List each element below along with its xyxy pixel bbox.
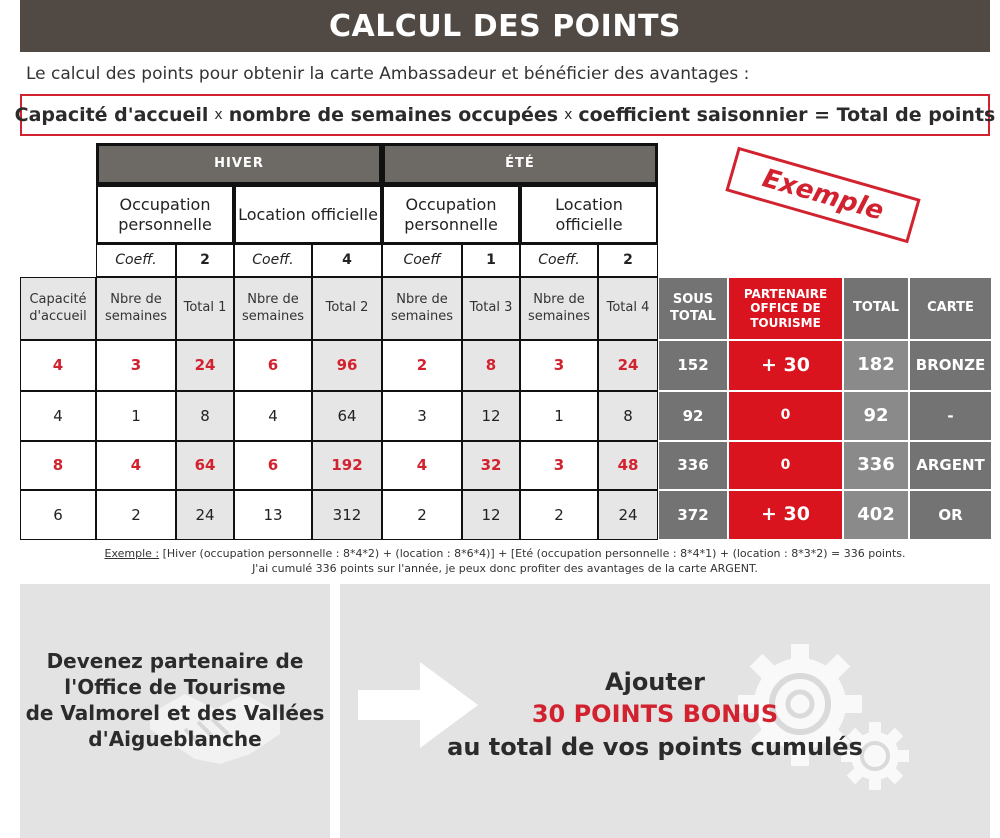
example-note — [20, 546, 990, 577]
formula-multiply-2: x — [564, 107, 573, 123]
carte-cell: - — [909, 391, 992, 441]
table-cell: 192 — [312, 441, 382, 490]
partner-panel — [20, 584, 330, 838]
table-cell: 4 — [20, 391, 96, 441]
table-cell: 24 — [598, 340, 658, 391]
table-cell: 12 — [462, 490, 520, 540]
formula-part-semaines: nombre de semaines occupées — [228, 104, 559, 126]
coeff-label-4: Coeff. — [520, 244, 598, 277]
bonus-panel — [340, 584, 990, 838]
coeff-value-1: 2 — [176, 244, 234, 277]
total-cell: 402 — [843, 490, 909, 540]
subheader-loc-off-2: Location officielle — [234, 185, 382, 244]
table-cell: 3 — [520, 340, 598, 391]
table-cell: 2 — [96, 490, 176, 540]
carte-cell: BRONZE — [909, 340, 992, 391]
partenaire-cell: 0 — [728, 441, 843, 490]
table-cell: 96 — [312, 340, 382, 391]
table-cell: 8 — [462, 340, 520, 391]
coeff-value-2: 4 — [312, 244, 382, 277]
table-cell: 8 — [176, 391, 234, 441]
sous-total-cell: 372 — [658, 490, 728, 540]
partner-line-2: l'Office de Tourisme — [64, 675, 286, 699]
column-header-9: Total 4 — [598, 277, 658, 340]
partenaire-cell: + 30 — [728, 490, 843, 540]
note-line1: [Hiver (occupation personnelle : 8*4*2) + (location : 8*6*4)] + [Eté (occupation personnelle : 8*4*1) + (location : 8*3*2) = 336 points. — [159, 547, 906, 560]
bonus-line-2: 30 POINTS BONUS — [531, 700, 779, 729]
header-ete: ÉTÉ — [382, 143, 658, 185]
table-cell: 3 — [96, 340, 176, 391]
subheader-loc-off-4: Location officielle — [520, 185, 658, 244]
carte-cell: OR — [909, 490, 992, 540]
table-cell: 4 — [234, 391, 312, 441]
page-title: CALCUL DES POINTS — [20, 0, 990, 52]
intro-text: Le calcul des points pour obtenir la carte Ambassadeur et bénéficier des avantages : — [26, 64, 750, 84]
formula-box — [14, 94, 996, 136]
table-cell: 64 — [312, 391, 382, 441]
sous-total-cell: 336 — [658, 441, 728, 490]
table-cell: 1 — [520, 391, 598, 441]
table-cell: 8 — [598, 391, 658, 441]
table-cell: 4 — [20, 340, 96, 391]
column-header-total: TOTAL — [843, 277, 909, 340]
column-header-1: Capacité d'accueil — [20, 277, 96, 340]
partenaire-cell: 0 — [728, 391, 843, 441]
table-cell: 1 — [96, 391, 176, 441]
column-header-5: Total 2 — [312, 277, 382, 340]
coeff-label-3: Coeff — [382, 244, 462, 277]
partner-text — [20, 648, 330, 752]
formula-multiply-1: x — [214, 107, 223, 123]
sous-total-cell: 152 — [658, 340, 728, 391]
bonus-line-3: au total de vos points cumulés — [447, 732, 863, 761]
formula-part-capacite: Capacité d'accueil — [14, 104, 209, 126]
table-cell: 24 — [598, 490, 658, 540]
note-label: Exemple : — [104, 547, 160, 560]
total-cell: 336 — [843, 441, 909, 490]
table-cell: 2 — [382, 490, 462, 540]
table-cell: 312 — [312, 490, 382, 540]
coeff-label-1: Coeff. — [96, 244, 176, 277]
partner-line-1: Devenez partenaire de — [46, 649, 304, 673]
bonus-line-1: Ajouter — [605, 668, 705, 696]
partner-line-3: de Valmorel et des Vallées — [25, 701, 325, 725]
coeff-label-2: Coeff. — [234, 244, 312, 277]
partenaire-cell: + 30 — [728, 340, 843, 391]
total-cell: 182 — [843, 340, 909, 391]
table-cell: 3 — [520, 441, 598, 490]
column-header-8: Nbre de semaines — [520, 277, 598, 340]
table-cell: 8 — [20, 441, 96, 490]
carte-cell: ARGENT — [909, 441, 992, 490]
subheader-occ-perso-3: Occupation personnelle — [382, 185, 520, 244]
column-header-6: Nbre de semaines — [382, 277, 462, 340]
table-cell: 6 — [20, 490, 96, 540]
table-cell: 13 — [234, 490, 312, 540]
table-cell: 24 — [176, 490, 234, 540]
table-cell: 6 — [234, 340, 312, 391]
column-header-carte: CARTE — [909, 277, 992, 340]
formula-part-coefficient: coefficient saisonnier = Total de points — [578, 104, 996, 126]
table-cell: 2 — [520, 490, 598, 540]
table-cell: 4 — [96, 441, 176, 490]
coeff-value-4: 2 — [598, 244, 658, 277]
partner-line-4: d'Aigueblanche — [88, 727, 262, 751]
table-cell: 64 — [176, 441, 234, 490]
column-header-4: Nbre de semaines — [234, 277, 312, 340]
coeff-value-3: 1 — [462, 244, 520, 277]
total-cell: 92 — [843, 391, 909, 441]
bonus-text — [440, 666, 870, 763]
table-cell: 12 — [462, 391, 520, 441]
table-cell: 6 — [234, 441, 312, 490]
column-header-7: Total 3 — [462, 277, 520, 340]
table-cell: 32 — [462, 441, 520, 490]
table-cell: 3 — [382, 391, 462, 441]
note-line2: J'ai cumulé 336 points sur l'année, je peux donc profiter des avantages de la carte ARGENT. — [252, 562, 758, 576]
column-header-partenaire: PARTENAIRE OFFICE DE TOURISME — [728, 277, 843, 340]
column-header-sous-total: SOUS TOTAL — [658, 277, 728, 340]
table-cell: 48 — [598, 441, 658, 490]
table-cell: 2 — [382, 340, 462, 391]
sous-total-cell: 92 — [658, 391, 728, 441]
header-hiver: HIVER — [96, 143, 382, 185]
table-cell: 24 — [176, 340, 234, 391]
column-header-3: Total 1 — [176, 277, 234, 340]
table-cell: 4 — [382, 441, 462, 490]
subheader-occ-perso-1: Occupation personnelle — [96, 185, 234, 244]
exemple-stamp: Exemple — [725, 147, 920, 244]
column-header-2: Nbre de semaines — [96, 277, 176, 340]
